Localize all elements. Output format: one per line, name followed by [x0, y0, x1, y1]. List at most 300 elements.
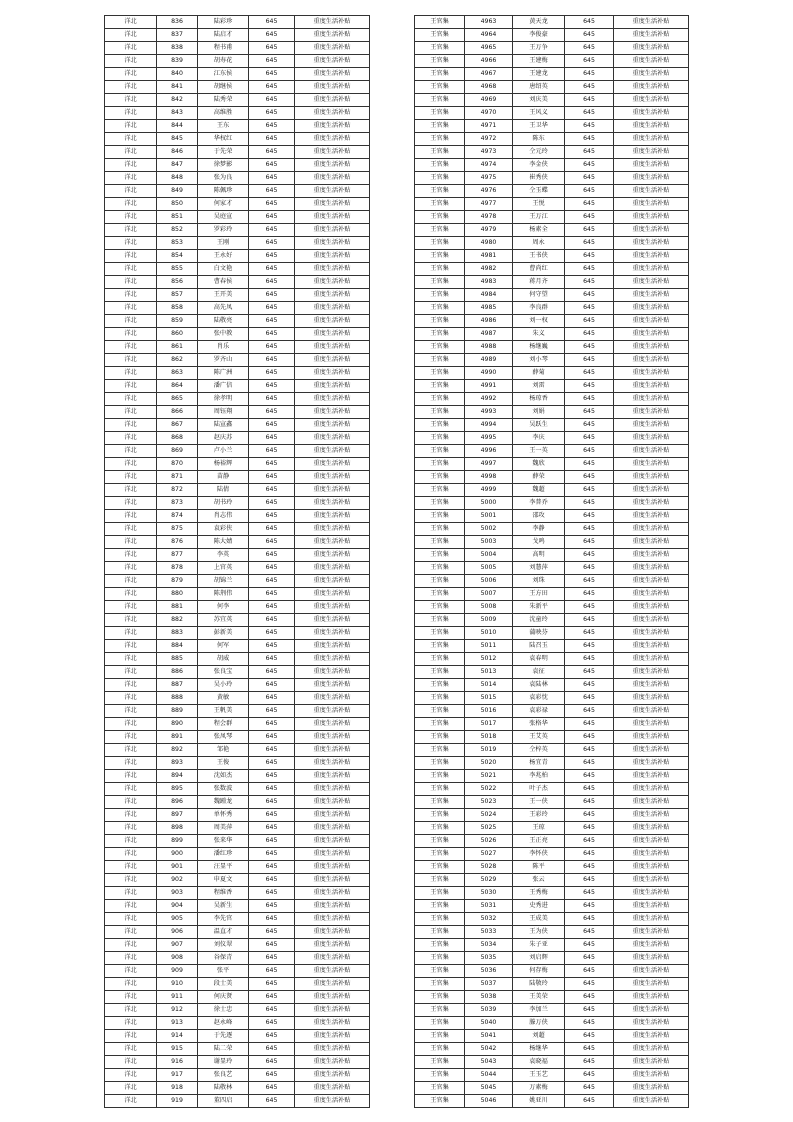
type-cell: 重度生活补贴 — [295, 159, 370, 172]
name-cell: 吴跃生 — [513, 419, 565, 432]
name-cell: 唐绍英 — [513, 81, 565, 94]
area-cell: 洋北 — [105, 952, 157, 965]
type-cell: 重度生活补贴 — [295, 497, 370, 510]
area-cell: 王官集 — [415, 952, 465, 965]
area-cell: 洋北 — [105, 1043, 157, 1056]
table-row — [415, 432, 689, 445]
table-row — [105, 718, 370, 731]
name-cell: 张中教 — [198, 328, 249, 341]
type-cell: 重度生活补贴 — [614, 575, 689, 588]
area-cell: 王官集 — [415, 393, 465, 406]
amount-cell: 645 — [565, 471, 614, 484]
name-cell: 袁晓福 — [513, 1056, 565, 1069]
seq-cell: 5007 — [465, 588, 513, 601]
amount-cell: 645 — [565, 159, 614, 172]
table-row — [105, 133, 370, 146]
name-cell: 胡书玲 — [198, 497, 249, 510]
type-cell: 重度生活补贴 — [614, 926, 689, 939]
right-data-table — [414, 15, 689, 1108]
amount-cell: 645 — [565, 835, 614, 848]
name-cell: 刘超 — [513, 1030, 565, 1043]
amount-cell: 645 — [249, 926, 295, 939]
seq-cell: 901 — [157, 861, 198, 874]
seq-cell: 874 — [157, 510, 198, 523]
amount-cell: 645 — [565, 939, 614, 952]
table-row — [105, 497, 370, 510]
area-cell: 王官集 — [415, 484, 465, 497]
seq-cell: 4988 — [465, 341, 513, 354]
amount-cell: 645 — [249, 224, 295, 237]
name-cell: 何守望 — [513, 289, 565, 302]
table-row — [415, 640, 689, 653]
name-cell: 陆敬林 — [198, 1082, 249, 1095]
table-row — [415, 1030, 689, 1043]
type-cell: 重度生活补贴 — [295, 718, 370, 731]
type-cell: 重度生活补贴 — [295, 1069, 370, 1082]
amount-cell: 645 — [565, 575, 614, 588]
type-cell: 重度生活补贴 — [614, 133, 689, 146]
table-row — [415, 1004, 689, 1017]
name-cell: 李先官 — [198, 913, 249, 926]
name-cell: 李俊豪 — [513, 29, 565, 42]
amount-cell: 645 — [249, 211, 295, 224]
table-row — [105, 731, 370, 744]
table-row — [415, 705, 689, 718]
type-cell: 重度生活补贴 — [614, 354, 689, 367]
seq-cell: 876 — [157, 536, 198, 549]
type-cell: 重度生活补贴 — [295, 172, 370, 185]
seq-cell: 857 — [157, 289, 198, 302]
type-cell: 重度生活补贴 — [614, 757, 689, 770]
name-cell: 袁彩禄 — [513, 705, 565, 718]
table-row — [415, 146, 689, 159]
name-cell: 曹春侯 — [198, 276, 249, 289]
amount-cell: 645 — [565, 133, 614, 146]
type-cell: 重度生活补贴 — [295, 887, 370, 900]
name-cell: 杨琼香 — [513, 393, 565, 406]
type-cell: 重度生活补贴 — [295, 536, 370, 549]
type-cell: 重度生活补贴 — [295, 1030, 370, 1043]
type-cell: 重度生活补贴 — [614, 497, 689, 510]
seq-cell: 850 — [157, 198, 198, 211]
seq-cell: 4991 — [465, 380, 513, 393]
table-row — [105, 523, 370, 536]
seq-cell: 868 — [157, 432, 198, 445]
amount-cell: 645 — [249, 549, 295, 562]
type-cell: 重度生活补贴 — [295, 783, 370, 796]
name-cell: 王悦 — [513, 198, 565, 211]
table-row — [415, 822, 689, 835]
table-row — [105, 900, 370, 913]
type-cell: 重度生活补贴 — [295, 510, 370, 523]
amount-cell: 645 — [565, 913, 614, 926]
seq-cell: 859 — [157, 315, 198, 328]
amount-cell: 645 — [249, 107, 295, 120]
table-row — [105, 302, 370, 315]
seq-cell: 4967 — [465, 68, 513, 81]
seq-cell: 5039 — [465, 1004, 513, 1017]
name-cell: 赵永峰 — [198, 1017, 249, 1030]
amount-cell: 645 — [565, 718, 614, 731]
area-cell: 洋北 — [105, 549, 157, 562]
type-cell: 重度生活补贴 — [295, 367, 370, 380]
type-cell: 重度生活补贴 — [614, 250, 689, 263]
name-cell: 罗彩玲 — [198, 224, 249, 237]
area-cell: 王官集 — [415, 68, 465, 81]
type-cell: 重度生活补贴 — [614, 1004, 689, 1017]
type-cell: 重度生活补贴 — [614, 939, 689, 952]
seq-cell: 5034 — [465, 939, 513, 952]
table-row — [415, 770, 689, 783]
type-cell: 重度生活补贴 — [295, 692, 370, 705]
area-cell: 洋北 — [105, 588, 157, 601]
amount-cell: 645 — [249, 601, 295, 614]
seq-cell: 877 — [157, 549, 198, 562]
amount-cell: 645 — [565, 653, 614, 666]
area-cell: 王官集 — [415, 1069, 465, 1082]
table-row — [105, 432, 370, 445]
amount-cell: 645 — [249, 705, 295, 718]
name-cell: 王艾英 — [513, 731, 565, 744]
type-cell: 重度生活补贴 — [614, 965, 689, 978]
area-cell: 王官集 — [415, 341, 465, 354]
name-cell: 崔秀侠 — [513, 172, 565, 185]
name-cell: 刘启辉 — [513, 952, 565, 965]
name-cell: 刘雷 — [513, 380, 565, 393]
seq-cell: 915 — [157, 1043, 198, 1056]
area-cell: 洋北 — [105, 484, 157, 497]
type-cell: 重度生活补贴 — [295, 185, 370, 198]
type-cell: 重度生活补贴 — [614, 185, 689, 198]
type-cell: 重度生活补贴 — [295, 822, 370, 835]
table-row — [415, 159, 689, 172]
type-cell: 重度生活补贴 — [614, 731, 689, 744]
table-row — [105, 653, 370, 666]
area-cell: 洋北 — [105, 874, 157, 887]
amount-cell: 645 — [249, 822, 295, 835]
name-cell: 张为良 — [198, 172, 249, 185]
name-cell: 朱义 — [513, 328, 565, 341]
table-row — [105, 744, 370, 757]
seq-cell: 843 — [157, 107, 198, 120]
seq-cell: 5000 — [465, 497, 513, 510]
table-row — [415, 237, 689, 250]
name-cell: 周永 — [513, 237, 565, 250]
type-cell: 重度生活补贴 — [295, 484, 370, 497]
type-cell: 重度生活补贴 — [614, 302, 689, 315]
table-row — [105, 991, 370, 1004]
amount-cell: 645 — [249, 835, 295, 848]
amount-cell: 645 — [565, 1030, 614, 1043]
type-cell: 重度生活补贴 — [614, 198, 689, 211]
area-cell: 洋北 — [105, 146, 157, 159]
table-row — [415, 926, 689, 939]
type-cell: 重度生活补贴 — [295, 666, 370, 679]
table-row — [105, 757, 370, 770]
seq-cell: 5012 — [465, 653, 513, 666]
table-row — [415, 1017, 689, 1030]
type-cell: 重度生活补贴 — [614, 640, 689, 653]
left-data-table — [104, 15, 370, 1108]
seq-cell: 4996 — [465, 445, 513, 458]
type-cell: 重度生活补贴 — [614, 81, 689, 94]
name-cell: 陈大婧 — [198, 536, 249, 549]
seq-cell: 5013 — [465, 666, 513, 679]
table-row — [415, 913, 689, 926]
type-cell: 重度生活补贴 — [614, 770, 689, 783]
seq-cell: 893 — [157, 757, 198, 770]
table-row — [415, 900, 689, 913]
name-cell: 王一侠 — [513, 796, 565, 809]
seq-cell: 4970 — [465, 107, 513, 120]
area-cell: 洋北 — [105, 848, 157, 861]
seq-cell: 4990 — [465, 367, 513, 380]
amount-cell: 645 — [249, 497, 295, 510]
table-row — [105, 1017, 370, 1030]
table-row — [105, 328, 370, 341]
type-cell: 重度生活补贴 — [295, 614, 370, 627]
name-cell: 杨继巍 — [513, 341, 565, 354]
table-row — [415, 666, 689, 679]
seq-cell: 5006 — [465, 575, 513, 588]
area-cell: 王官集 — [415, 874, 465, 887]
table-row — [105, 458, 370, 471]
area-cell: 王官集 — [415, 237, 465, 250]
table-row — [105, 848, 370, 861]
table-row — [105, 809, 370, 822]
name-cell: 魏超 — [513, 484, 565, 497]
area-cell: 洋北 — [105, 120, 157, 133]
amount-cell: 645 — [249, 16, 295, 29]
type-cell: 重度生活补贴 — [614, 913, 689, 926]
area-cell: 洋北 — [105, 211, 157, 224]
table-row — [105, 263, 370, 276]
amount-cell: 645 — [249, 679, 295, 692]
type-cell: 重度生活补贴 — [295, 809, 370, 822]
area-cell: 洋北 — [105, 328, 157, 341]
seq-cell: 870 — [157, 458, 198, 471]
amount-cell: 645 — [249, 510, 295, 523]
amount-cell: 645 — [249, 146, 295, 159]
table-row — [415, 562, 689, 575]
area-cell: 王官集 — [415, 939, 465, 952]
table-row — [415, 107, 689, 120]
name-cell: 李怀侠 — [513, 848, 565, 861]
type-cell: 重度生活补贴 — [295, 276, 370, 289]
area-cell: 王官集 — [415, 406, 465, 419]
name-cell: 仝元玲 — [513, 146, 565, 159]
table-row — [105, 770, 370, 783]
seq-cell: 840 — [157, 68, 198, 81]
area-cell: 王官集 — [415, 94, 465, 107]
area-cell: 王官集 — [415, 861, 465, 874]
area-cell: 洋北 — [105, 1017, 157, 1030]
table-row — [105, 796, 370, 809]
name-cell: 叶子杰 — [513, 783, 565, 796]
table-row — [105, 692, 370, 705]
name-cell: 李良群 — [513, 302, 565, 315]
amount-cell: 645 — [565, 952, 614, 965]
name-cell: 上官英 — [198, 562, 249, 575]
amount-cell: 645 — [565, 887, 614, 900]
seq-cell: 4987 — [465, 328, 513, 341]
area-cell: 王官集 — [415, 1095, 465, 1108]
table-row — [415, 536, 689, 549]
type-cell: 重度生活补贴 — [614, 458, 689, 471]
type-cell: 重度生活补贴 — [295, 419, 370, 432]
table-row — [105, 1069, 370, 1082]
area-cell: 洋北 — [105, 731, 157, 744]
name-cell: 陈荆伟 — [198, 588, 249, 601]
name-cell: 李庆 — [513, 432, 565, 445]
type-cell: 重度生活补贴 — [614, 484, 689, 497]
name-cell: 王一英 — [513, 445, 565, 458]
type-cell: 重度生活补贴 — [295, 1056, 370, 1069]
type-cell: 重度生活补贴 — [295, 198, 370, 211]
table-row — [415, 861, 689, 874]
name-cell: 王正亮 — [513, 835, 565, 848]
table-row — [415, 835, 689, 848]
seq-cell: 4997 — [465, 458, 513, 471]
seq-cell: 5024 — [465, 809, 513, 822]
seq-cell: 4976 — [465, 185, 513, 198]
name-cell: 杨继华 — [513, 1043, 565, 1056]
table-row — [105, 939, 370, 952]
amount-cell: 645 — [249, 68, 295, 81]
area-cell: 王官集 — [415, 81, 465, 94]
seq-cell: 884 — [157, 640, 198, 653]
seq-cell: 4999 — [465, 484, 513, 497]
table-row — [105, 679, 370, 692]
area-cell: 洋北 — [105, 159, 157, 172]
name-cell: 罗齐山 — [198, 354, 249, 367]
type-cell: 重度生活补贴 — [614, 315, 689, 328]
amount-cell: 645 — [249, 302, 295, 315]
table-row — [105, 172, 370, 185]
type-cell: 重度生活补贴 — [614, 991, 689, 1004]
name-cell: 胡威 — [198, 653, 249, 666]
area-cell: 洋北 — [105, 835, 157, 848]
amount-cell: 645 — [249, 29, 295, 42]
type-cell: 重度生活补贴 — [614, 653, 689, 666]
name-cell: 袁征 — [513, 666, 565, 679]
seq-cell: 886 — [157, 666, 198, 679]
type-cell: 重度生活补贴 — [295, 627, 370, 640]
area-cell: 洋北 — [105, 1082, 157, 1095]
seq-cell: 849 — [157, 185, 198, 198]
seq-cell: 4966 — [465, 55, 513, 68]
name-cell: 高维胜 — [198, 107, 249, 120]
amount-cell: 645 — [565, 393, 614, 406]
seq-cell: 4975 — [465, 172, 513, 185]
type-cell: 重度生活补贴 — [614, 666, 689, 679]
amount-cell: 645 — [249, 523, 295, 536]
type-cell: 重度生活补贴 — [295, 926, 370, 939]
table-row — [415, 419, 689, 432]
table-row — [415, 783, 689, 796]
table-row — [105, 224, 370, 237]
table-row — [415, 276, 689, 289]
table-row — [415, 367, 689, 380]
area-cell: 洋北 — [105, 367, 157, 380]
name-cell: 朱子亚 — [513, 939, 565, 952]
name-cell: 潘广信 — [198, 380, 249, 393]
name-cell: 何李 — [198, 601, 249, 614]
area-cell: 洋北 — [105, 432, 157, 445]
table-row — [105, 705, 370, 718]
name-cell: 吴庭宣 — [198, 211, 249, 224]
name-cell: 白文艳 — [198, 263, 249, 276]
seq-cell: 896 — [157, 796, 198, 809]
name-cell: 陆召玉 — [513, 640, 565, 653]
type-cell: 重度生活补贴 — [614, 107, 689, 120]
area-cell: 王官集 — [415, 835, 465, 848]
type-cell: 重度生活补贴 — [614, 835, 689, 848]
type-cell: 重度生活补贴 — [295, 1082, 370, 1095]
area-cell: 王官集 — [415, 627, 465, 640]
type-cell: 重度生活补贴 — [295, 224, 370, 237]
name-cell: 程会群 — [198, 718, 249, 731]
type-cell: 重度生活补贴 — [295, 757, 370, 770]
amount-cell: 645 — [249, 484, 295, 497]
area-cell: 王官集 — [415, 445, 465, 458]
type-cell: 重度生活补贴 — [614, 562, 689, 575]
name-cell: 王美荣 — [513, 991, 565, 1004]
amount-cell: 645 — [249, 1030, 295, 1043]
table-row — [105, 1004, 370, 1017]
amount-cell: 645 — [565, 1082, 614, 1095]
area-cell: 洋北 — [105, 263, 157, 276]
type-cell: 重度生活补贴 — [295, 315, 370, 328]
amount-cell: 645 — [565, 380, 614, 393]
area-cell: 洋北 — [105, 55, 157, 68]
amount-cell: 645 — [565, 42, 614, 55]
type-cell: 重度生活补贴 — [295, 848, 370, 861]
amount-cell: 645 — [249, 861, 295, 874]
table-row — [415, 198, 689, 211]
amount-cell: 645 — [249, 614, 295, 627]
name-cell: 李英 — [198, 549, 249, 562]
name-cell: 彭新美 — [198, 627, 249, 640]
amount-cell: 645 — [565, 757, 614, 770]
area-cell: 洋北 — [105, 81, 157, 94]
seq-cell: 4977 — [465, 198, 513, 211]
type-cell: 重度生活补贴 — [614, 367, 689, 380]
name-cell: 王成美 — [513, 913, 565, 926]
table-row — [415, 354, 689, 367]
table-row — [415, 55, 689, 68]
type-cell: 重度生活补贴 — [295, 744, 370, 757]
name-cell: 万素梅 — [513, 1082, 565, 1095]
seq-cell: 847 — [157, 159, 198, 172]
area-cell: 王官集 — [415, 419, 465, 432]
seq-cell: 895 — [157, 783, 198, 796]
seq-cell: 885 — [157, 653, 198, 666]
seq-cell: 5004 — [465, 549, 513, 562]
amount-cell: 645 — [565, 900, 614, 913]
type-cell: 重度生活补贴 — [614, 822, 689, 835]
seq-cell: 887 — [157, 679, 198, 692]
name-cell: 陆二荣 — [198, 1043, 249, 1056]
table-row — [415, 315, 689, 328]
seq-cell: 841 — [157, 81, 198, 94]
type-cell: 重度生活补贴 — [614, 419, 689, 432]
name-cell: 王东 — [198, 120, 249, 133]
name-cell: 陈佩珍 — [198, 185, 249, 198]
table-row — [415, 42, 689, 55]
table-row — [105, 510, 370, 523]
area-cell: 王官集 — [415, 1030, 465, 1043]
